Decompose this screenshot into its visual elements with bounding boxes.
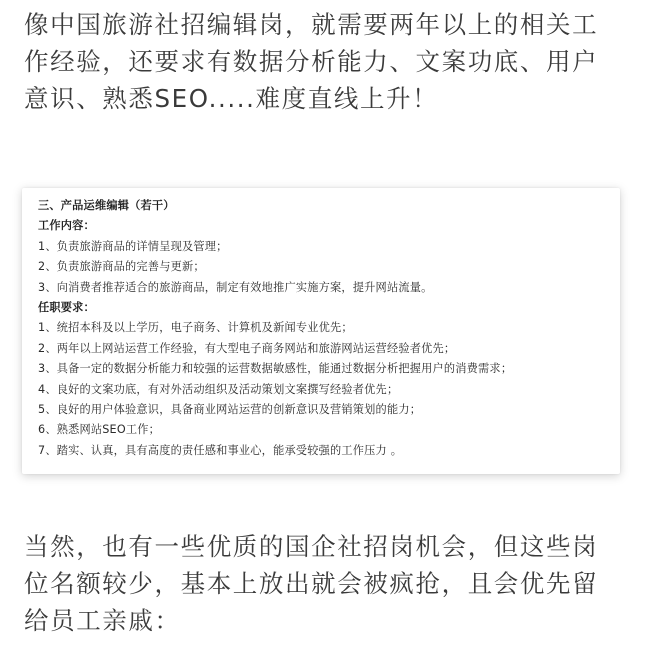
job-posting-screenshot <box>22 188 620 474</box>
content-item: 2、负责旅游商品的完善与更新； <box>38 260 205 274</box>
requirement-item: 1、统招本科及以上学历，电子商务、计算机及新闻专业优先； <box>38 321 353 335</box>
intro-paragraph <box>24 6 626 117</box>
requirement-item: 3、具备一定的数据分析能力和较强的运营数据敏感性，能通过数据分析把握用户的消费需求； <box>38 362 513 376</box>
outro-line: 位名额较少，基本上放出就会被疯抢，且会优先留 <box>24 569 599 598</box>
job-title: 三、产品运维编辑（若干） <box>38 199 175 212</box>
requirements-heading: 任职要求： <box>38 301 95 315</box>
intro-line: 作经验，还要求有数据分析能力、文案功底、用户 <box>24 47 599 76</box>
outro-line: 给员工亲戚： <box>24 606 181 635</box>
requirement-item: 7、踏实、认真，具有高度的责任感和事业心，能承受较强的工作压力 。 <box>38 443 403 457</box>
requirement-item: 6、熟悉网站SEO工作； <box>38 423 160 437</box>
outro-paragraph <box>24 528 626 639</box>
requirement-item: 4、良好的文案功底，有对外活动组织及活动策划文案撰写经验者优先； <box>38 382 399 396</box>
requirement-item: 2、两年以上网站运营工作经验，有大型电子商务网站和旅游网站运营经验者优先； <box>38 341 456 355</box>
content-item: 1、负责旅游商品的详情呈现及管理； <box>38 239 228 253</box>
intro-line: 像中国旅游社招编辑岗，就需要两年以上的相关工 <box>24 10 599 39</box>
intro-line: 意识、熟悉SEO.....难度直线上升！ <box>24 84 439 113</box>
content-heading: 工作内容： <box>38 219 95 233</box>
content-item: 3、向消费者推荐适合的旅游商品，制定有效地推广实施方案，提升网站流量。 <box>38 280 433 294</box>
requirement-item: 5、良好的用户体验意识，具备商业网站运营的创新意识及营销策划的能力； <box>38 403 422 417</box>
outro-line: 当然，也有一些优质的国企社招岗机会，但这些岗 <box>24 532 599 561</box>
